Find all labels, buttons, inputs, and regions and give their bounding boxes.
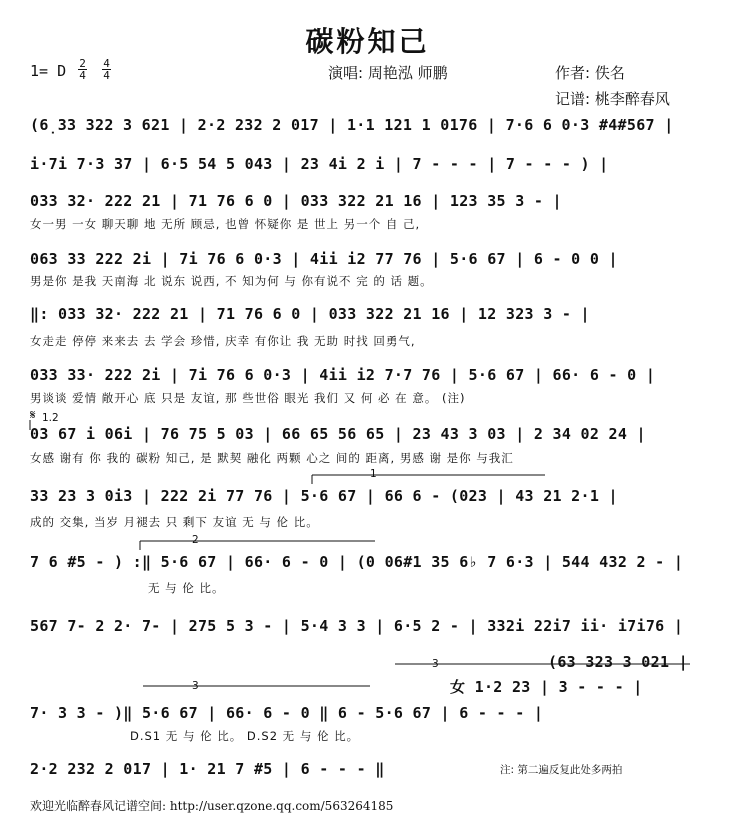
lyric-line: 女一男 一女 聊天聊 地 无所 顾忌, 也曾 怀疑你 是 世上 另一个 自 己, (30, 217, 421, 231)
footer-link: 欢迎光临醉春风记谱空间: http://user.qzone.qq.com/563264185 (30, 799, 394, 813)
notation-row: 03 67 i 06i | 76 75 5 03 | 66 65 56 65 | 23 43 3 03 | 2 34 02 24 | (30, 425, 646, 443)
notation-row: 033 32· 222 21 | 71 76 6 0 | 033 322 21 16 | 123 35 3 - | (30, 192, 562, 210)
author-credit: 作者: 佚名 (555, 64, 625, 82)
volta-12-label: 1.2 (42, 412, 59, 424)
lyric-line: 女感 谢有 你 我的 碳粉 知己, 是 默契 融化 两颗 心之 间的 距离, 男感 谢 是你 与我汇 (30, 451, 514, 465)
volta-2-label: 2 (192, 534, 199, 546)
meter-a-top: 2 (79, 57, 86, 70)
notation-row: 2·2 232 2 017 | 1· 21 7 #5 | 6 - - - ‖ (30, 760, 385, 778)
notation-row: 33 23 3 0i3 | 222 2i 77 76 | 5·6 67 | 66 6 - (023 | 43 21 2·1 | (30, 487, 618, 505)
meter-b-top: 4 (103, 57, 110, 70)
meter-a-bottom: 4 (79, 69, 86, 82)
notation-row: 7· 3 3 - )‖ 5·6 67 | 66· 6 - 0 ‖ 6 - 5·6 67 | 6 - - - | (30, 704, 544, 722)
notation-row: 女 1·2 23 | 3 - - - | (450, 678, 643, 696)
notation-row: ‖: 033 32· 222 21 | 71 76 6 0 | 033 322 21 16 | 12 323 3 - | (30, 305, 590, 323)
triplet-mark: 3 (192, 680, 199, 692)
notation-row: (63 323 3 021 | (548, 653, 688, 671)
volta-1-label: 1 (370, 468, 377, 480)
meter-b-bottom: 4 (103, 69, 110, 82)
key-signature: 1= D (30, 62, 67, 80)
notation-row: 7 6 #5 - ) :‖ 5·6 67 | 66· 6 - 0 | (0 06#1 35 6♭ 7 6·3 | 544 432 2 - | (30, 553, 684, 571)
notation-row: (6̣33 322 3 621 | 2·2 232 2 017 | 1·1 121 1 0176 | 7·6 6 0·3 #4#567 | (30, 116, 674, 134)
notation-row: i·7i 7·3 37 | 6·5 54 5 043 | 23 4i 2 i | 7 - - - | 7 - - - ) | (30, 155, 609, 173)
lyric-line: 女走走 停停 来来去 去 学会 珍惜, 庆幸 有你让 我 无助 时找 回勇气, (30, 334, 416, 348)
lyric-line: 男谈谈 爱情 敞开心 底 只是 友谊, 那 些世俗 眼光 我们 又 何 必 在 意。 (注) (30, 391, 466, 405)
lyric-line: D.S1 无 与 伦 比。 D.S2 无 与 伦 比。 (130, 729, 360, 743)
song-title: 碳粉知己 (305, 25, 430, 58)
lyric-line: 成的 交集, 当岁 月褪去 只 剩下 友谊 无 与 伦 比。 (30, 515, 319, 529)
notation-row: 063 33 222 2i | 7i 76 6 0·3 | 4ii i2 77 76 | 5·6 67 | 6 - 0 0 | (30, 250, 618, 268)
notation-row: 567 7- 2 2· 7- | 275 5 3 - | 5·4 3 3 | 6·5 2 - | 332i 22i7 ii· i7i76 | (30, 617, 684, 635)
lyric-line: 男是你 是我 天南海 北 说东 说西, 不 知为何 与 你有说不 完 的 话 题。 (30, 274, 433, 288)
repeat-note: 注: 第二遍反复此处多两拍 (500, 764, 623, 776)
segno-mark: 𝄋 (30, 408, 36, 423)
transcriber-credit: 记谱: 桃李醉春风 (555, 90, 670, 108)
singer-credit: 演唱: 周艳泓 师鹏 (328, 64, 448, 82)
triplet-mark: 3 (432, 658, 439, 670)
notation-row: 033 33· 222 2i | 7i 76 6 0·3 | 4ii i2 7·7 76 | 5·6 67 | 66· 6 - 0 | (30, 366, 656, 384)
lyric-line: 无 与 伦 比。 (148, 581, 225, 595)
